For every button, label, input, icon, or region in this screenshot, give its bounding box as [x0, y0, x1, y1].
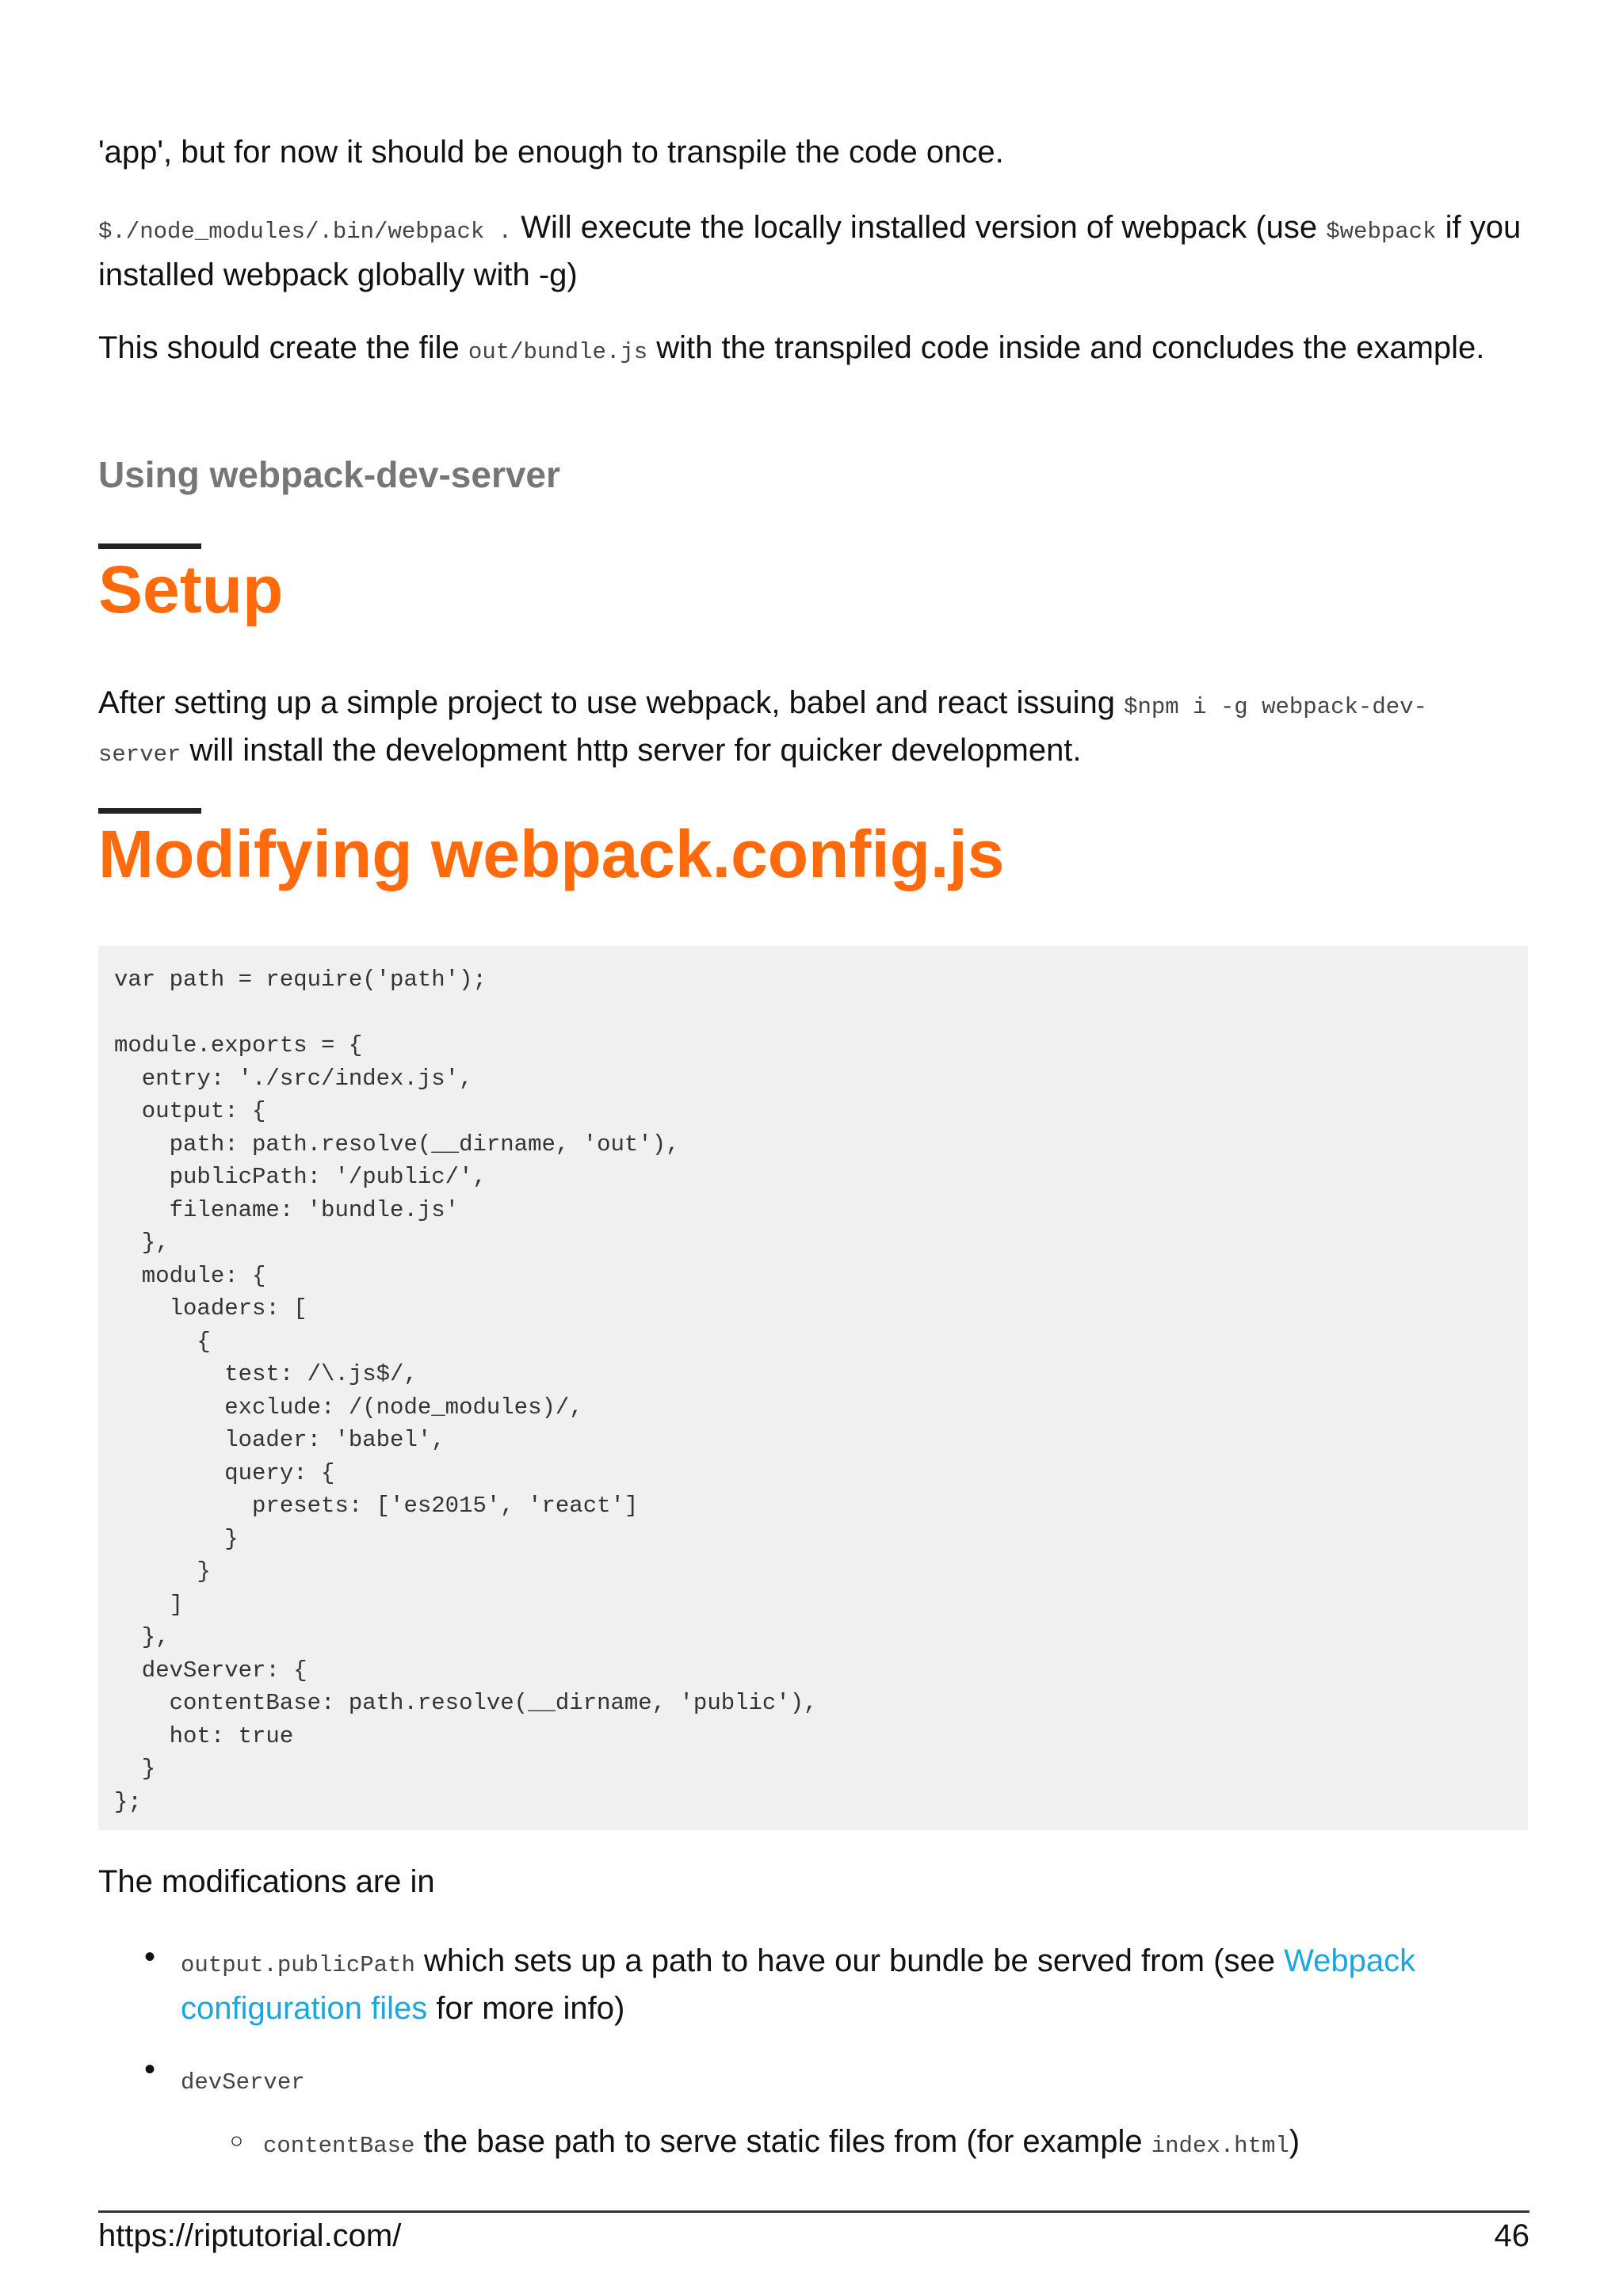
list-item-dev-server: [181, 2057, 305, 2104]
footer-page-number: 46: [1494, 2218, 1529, 2253]
bullet-dot: •: [144, 2052, 156, 2087]
paragraph-text: After setting up a simple project to use webpack, babel and react issuing: [98, 685, 1125, 720]
inline-code-dev-server: devServer: [181, 2069, 305, 2096]
list-item-public-path: [181, 1939, 1528, 2031]
paragraph-modifications-intro: The modifications are in: [98, 1864, 435, 1899]
paragraph-text: with the transpiled code inside and concludes the example.: [647, 330, 1485, 365]
heading-modifying-config: Modifying webpack.config.js: [98, 817, 1005, 891]
subheading-webpack-dev-server: Using webpack-dev-server: [98, 454, 560, 495]
inline-code-webpack-path: $./node_modules/.bin/webpack .: [98, 219, 513, 245]
paragraph-webpack-exec: [98, 206, 1528, 297]
list-item-text: the base path to serve static files from (for example: [414, 2124, 1151, 2159]
footer-divider: [98, 2210, 1529, 2213]
paragraph-text: if you installed webpack globally with -g): [98, 210, 1522, 292]
heading-setup: Setup: [98, 552, 284, 627]
bullet-circle: ○: [230, 2128, 243, 2153]
code-block-webpack-config: var path = require('path'); module.exports = { entry: './src/index.js', output: { path: path.resolve(__dirname, 'out'), publicPath: '/public/', filename: 'bundle.js' }, module: { loaders: [ { test: /\.js$/, exclude: /(node_modules)/, loader: 'babel', query: { presets: ['es2015', 'react'] } } ] }, devServer: { contentBase: path.resolve(__dirname, 'public'), hot: true } };: [98, 946, 1528, 1830]
list-item-text: ): [1289, 2124, 1300, 2159]
paragraph-text: This should create the file: [98, 330, 468, 365]
section-rule-setup: [98, 543, 201, 549]
inline-code-content-base: contentBase: [263, 2133, 415, 2159]
paragraph-bundle: [98, 326, 1509, 374]
list-item-text: for more info): [427, 1991, 625, 2026]
paragraph-text: will install the development http server for quicker development.: [181, 733, 1082, 768]
list-item-text: which sets up a path to have our bundle be served from (see: [414, 1943, 1285, 1978]
section-rule-modifying: [98, 808, 201, 814]
paragraph-text: Will execute the locally installed version of webpack (use: [512, 210, 1327, 245]
paragraph-setup: [98, 681, 1509, 776]
bullet-dot: •: [144, 1939, 156, 1974]
inline-code-webpack: $webpack: [1326, 219, 1437, 245]
inline-code-bundle: out/bundle.js: [468, 339, 648, 365]
paragraph-app-text: 'app', but for now it should be enough to transpile the code once.: [98, 135, 1004, 170]
inline-code-public-path: output.publicPath: [181, 1952, 415, 1978]
paragraph-app: [98, 131, 1528, 174]
inline-code-index-html: index.html: [1151, 2133, 1289, 2159]
list-item-content-base: [263, 2120, 1528, 2168]
inline-code-npm: $npm i -g webpack-dev-server: [98, 694, 1427, 768]
footer-url: https://riptutorial.com/: [98, 2218, 402, 2253]
link-webpack-configuration-files[interactable]: Webpack configuration files: [181, 1943, 1416, 2026]
